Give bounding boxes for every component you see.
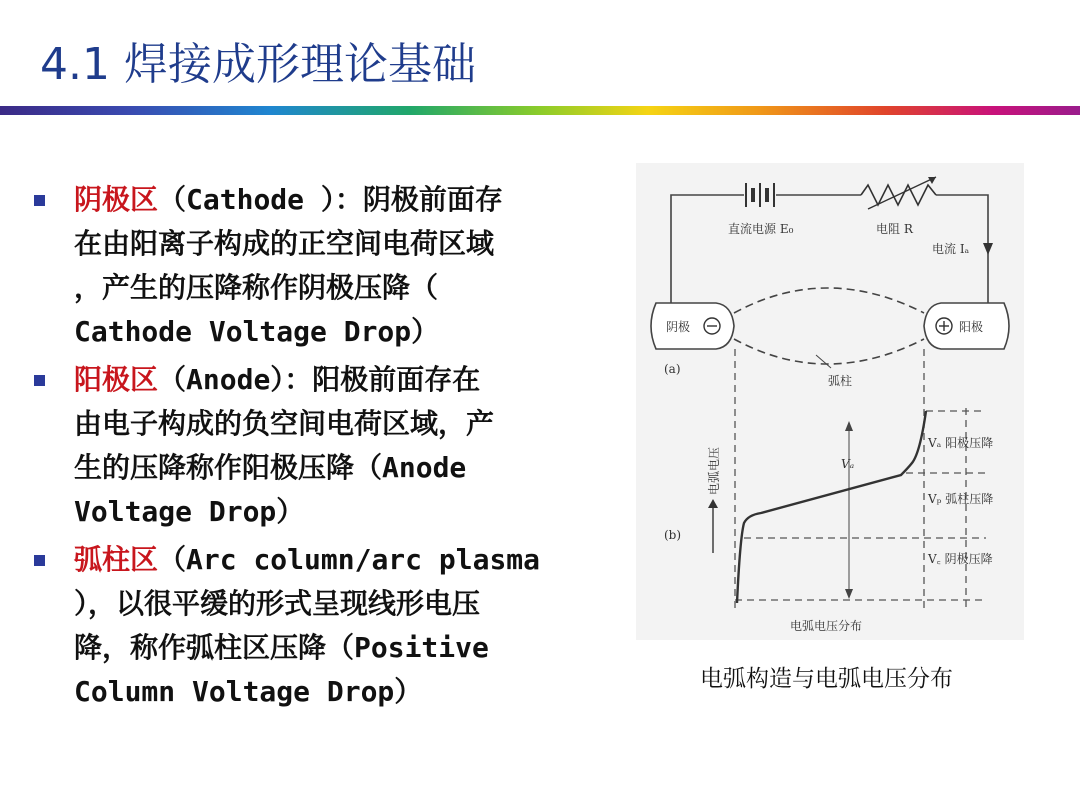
bullet-marker-icon: [34, 375, 45, 386]
resistor-label: 电阻 R: [876, 222, 913, 236]
bullet-term: 阳极区: [74, 363, 159, 396]
cathode-drop-label: V꜀ 阴极压降: [928, 552, 993, 566]
anode-drop-label: Vₐ 阳极压降: [928, 436, 994, 450]
bullet-line: [74, 358, 630, 402]
bullet-line: 由电子构成的负空间电荷区域，产: [74, 407, 495, 440]
bullet-marker-icon: [34, 195, 45, 206]
current-arrow-icon: [983, 243, 993, 255]
bullet-item-arc-column: [30, 538, 630, 714]
bullet-line: [74, 178, 630, 222]
bullet-marker-icon: [34, 555, 45, 566]
slide-title: 4.1 焊接成形理论基础: [40, 39, 476, 90]
variable-arrow-icon: [868, 177, 936, 209]
bullet-line: Voltage Drop）: [74, 495, 305, 528]
bullet-line: 在由阳离子构成的正空间电荷区域: [74, 227, 495, 260]
bullet-text: （Arc column/arc plasma: [158, 543, 541, 576]
anode-label: 阳极: [959, 320, 984, 334]
power-source-label: 直流电源 E₀: [728, 222, 794, 236]
battery-icon: [746, 183, 774, 207]
distribution-label: 电弧电压分布: [790, 619, 863, 633]
arc-column-label: 弧柱: [828, 374, 853, 388]
bullet-list: [30, 178, 630, 718]
va-label: Vₐ: [841, 457, 855, 471]
bullet-item-cathode: [30, 178, 630, 354]
bullet-text: （Cathode ）：阴极前面存: [158, 183, 503, 216]
bullet-line: [74, 538, 630, 582]
y-axis-label: 电弧电压: [707, 446, 721, 495]
bullet-term: 阴极区: [74, 183, 159, 216]
cathode-electrode: [651, 303, 734, 349]
title-divider: [0, 106, 1080, 115]
current-label: 电流 Iₐ: [932, 242, 970, 256]
column-drop-label: Vₚ 弧柱压降: [928, 492, 994, 506]
bullet-item-anode: [30, 358, 630, 534]
figure-caption: 电弧构造与电弧电压分布: [700, 666, 953, 692]
bullet-line: ，产生的压降称作阴极压降（: [74, 271, 439, 304]
guide-lines: [735, 349, 986, 608]
cathode-label: 阴极: [666, 320, 691, 334]
bullet-line: Cathode Voltage Drop）: [74, 315, 440, 348]
arc-diagram-svg: [636, 163, 1024, 640]
bullet-line: 生的压降称作阳极压降（Anode: [74, 451, 467, 484]
arc-diagram-figure: [636, 163, 1024, 640]
panel-b-label: (b): [664, 528, 682, 542]
bullet-line: ），以很平缓的形式呈现线形电压: [74, 587, 481, 620]
voltage-curve: [737, 411, 926, 603]
arc-column-outline: [734, 288, 924, 313]
bullet-line: 降，称作弧柱区压降（Positive: [74, 631, 489, 664]
bullet-term: 弧柱区: [74, 543, 159, 576]
panel-a-label: (a): [664, 362, 681, 376]
bullet-line: Column Voltage Drop）: [74, 675, 423, 708]
bullet-text: （Anode）：阳极前面存在: [158, 363, 481, 396]
